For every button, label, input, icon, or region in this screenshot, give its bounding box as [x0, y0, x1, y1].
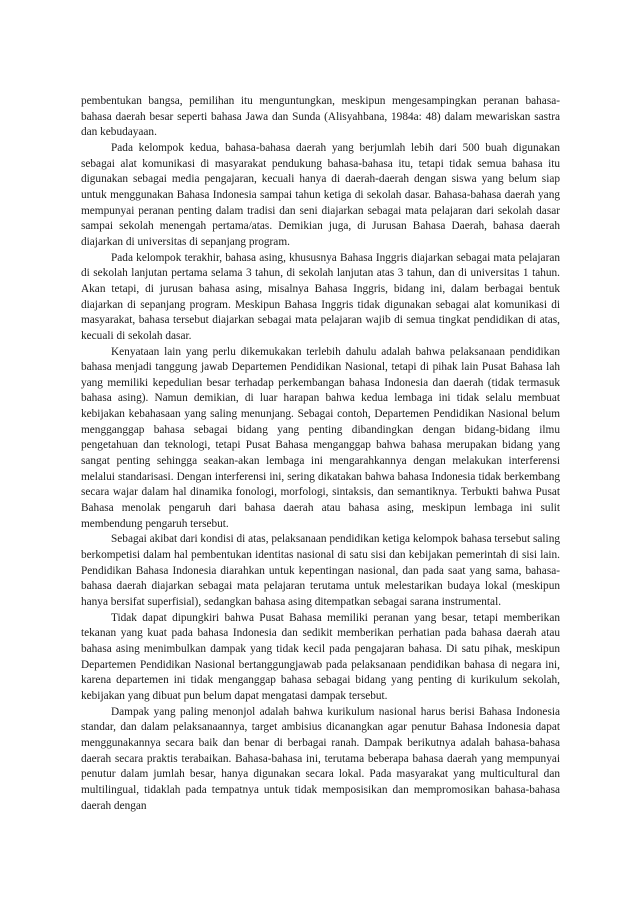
- paragraph: Pada kelompok terakhir, bahasa asing, khususnya Bahasa Inggris diajarkan sebagai mata pelajaran di sekolah lanjutan pertama selama 3 tahun, di sekolah lanjutan atas 3 tahun, dan di universitas 1 tahun. Akan tetapi, di jurusan bahasa asing, misalnya Bahasa Inggris, bidang ini, dalam berbagai bentuk diajarkan di sepanjang program. Meskipun Bahasa Inggris tidak digunakan sebagai alat komunikasi di masyarakat, bahasa tersebut diajarkan sebagai mata pelajaran wajib di semua tingkat pendidikan di atas, kecuali di sekolah dasar.: [81, 251, 560, 342]
- body-text: [81, 94, 560, 814]
- paragraph: Pada kelompok kedua, bahasa-bahasa daerah yang berjumlah lebih dari 500 buah digunakan sebagai alat komunikasi di masyarakat pendukung bahasa-bahasa itu, tetapi tidak semua bahasa itu digunakan sebagai media pengajaran, kecuali hanya di daerah-daerah dengan siswa yang belum siap untuk menggunakan Bahasa Indonesia sampai tahun ketiga di sekolah dasar. Bahasa-bahasa daerah yang mempunyai peranan penting dalam tradisi dan seni diajarkan sebagai mata pelajaran dari sekolah dasar sampai sekolah menengah pertama/atas. Demikian juga, di Jurusan Bahasa Daerah, bahasa daerah diajarkan di universitas di sepanjang program.: [81, 141, 560, 248]
- paragraph: Sebagai akibat dari kondisi di atas, pelaksanaan pendidikan ketiga kelompok bahasa tersebut saling berkompetisi dalam hal pembentukan identitas nasional di satu sisi dan kebijakan pemerintah di sisi lain. Pendidikan Bahasa Indonesia diarahkan untuk kepentingan nasional, dan pada saat yang sama, bahasa-bahasa daerah diajarkan sebagai mata pelajaran terutama untuk melestarikan budaya lokal (meskipun hanya bersifat superfisial), sedangkan bahasa asing ditempatkan sebagai sarana instrumental.: [81, 533, 560, 608]
- paragraph: pembentukan bangsa, pemilihan itu menguntungkan, meskipun mengesampingkan peranan bahasa-bahasa daerah besar seperti bahasa Jawa dan Sunda (Alisyahbana, 1984a: 48) dalam mewariskan sastra dan kebudayaan.: [81, 95, 560, 139]
- paragraph: Kenyataan lain yang perlu dikemukakan terlebih dahulu adalah bahwa pelaksanaan pendidikan bahasa menjadi tanggung jawab Departemen Pendidikan Nasional, tetapi di pihak lain Pusat Bahasa lah yang memiliki kepedulian besar terhadap perkembangan bahasa Indonesia dan daerah (tidak termasuk bahasa asing). Namun demikian, di luar harapan bahwa kedua lembaga ini tidak selalu membuat kebijakan kebahasaan yang saling menunjang. Sebagai contoh, Departemen Pendidikan Nasional belum mengganggap bahasa sebagai bidang yang penting dibandingkan dengan bidang-bidang ilmu pengetahuan dan teknologi, tetapi Pusat Bahasa menganggap bahwa bahasa merupakan bidang yang sangat penting sehingga seakan-akan lembaga ini mengarahkannya dengan melakukan interferensi melalui standarisasi. Dengan interferensi ini, sering dikatakan bahwa bahasa Indonesia tidak berkembang secara wajar dalam hal dinamika fonologi, morfologi, sintaksis, dan semantiknya. Terbukti bahwa Pusat Bahasa menolak pengaruh dari bahasa daerah atau bahasa asing, meskipun lembaga ini sulit membendung pengaruh tersebut.: [81, 345, 560, 530]
- paragraph: Tidak dapat dipungkiri bahwa Pusat Bahasa memiliki peranan yang besar, tetapi memberikan tekanan yang kuat pada bahasa Indonesia dan sedikit memberikan perhatian pada bahasa daerah atau bahasa asing menimbulkan dampak yang tidak kecil pada pengajaran bahasa. Di satu pihak, meskipun Departemen Pendidikan Nasional bertanggungjawab pada pelaksanaan pendidikan bahasa di negara ini, karena departemen ini tidak menganggap bahasa sebagai bidang yang penting di kurikulum sekolah, kebijakan yang dibuat pun belum dapat mengatasi dampak tersebut.: [81, 611, 560, 702]
- paragraph: Dampak yang paling menonjol adalah bahwa kurikulum nasional harus berisi Bahasa Indonesia standar, dan dalam pelaksanaannya, target ambisius dicanangkan agar penutur Bahasa Indonesia dapat menggunakannya secara baik dan benar di berbagai ranah. Dampak berikutnya adalah bahasa-bahasa daerah secara praktis terabaikan. Bahasa-bahasa ini, terutama beberapa bahasa daerah yang mempunyai penutur dalam jumlah besar, hanya digunakan secara lokal. Pada masyarakat yang multicultural dan multilingual, tidaklah pada tempatnya untuk tidak memposisikan dan mempromosikan bahasa-bahasa daerah dengan: [81, 705, 560, 812]
